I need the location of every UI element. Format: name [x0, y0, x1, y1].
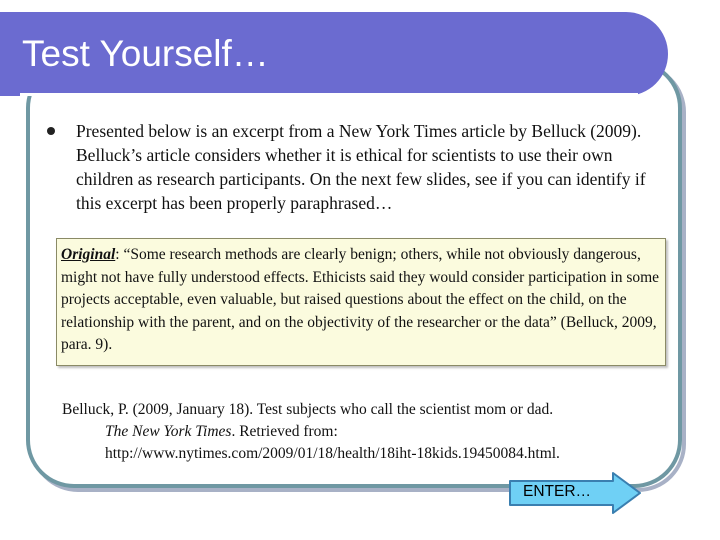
- title-underline: [20, 93, 638, 96]
- reference-source: The New York Times: [105, 423, 232, 440]
- original-quote: [61, 244, 665, 357]
- bullet-icon: [47, 127, 55, 135]
- enter-button[interactable]: [507, 470, 643, 516]
- enter-button-label: ENTER…: [523, 483, 592, 500]
- original-quote-text: “Some research methods are clearly benign; others, while not obviously dangerous, might not have fully understood effects. Ethicists said they would consider participation in some projects acceptable, even valuable, but raised questions about the effect on the child, on the relationship with the parent, and on the objectivity of the researcher or the data” (Belluck, 2009, para. 9).: [61, 246, 660, 353]
- reference-line-1: Belluck, P. (2009, January 18). Test subjects who call the scientist mom or dad.: [62, 401, 554, 418]
- reference-line-2: [62, 421, 662, 443]
- reference-url: http://www.nytimes.com/2009/01/18/health/18iht-18kids.19450084.html.: [105, 445, 560, 462]
- reference-retrieved: . Retrieved from:: [231, 423, 338, 440]
- original-label: Original: [61, 246, 116, 263]
- reference-citation: [62, 399, 662, 465]
- slide-title: Test Yourself…: [22, 33, 269, 74]
- intro-bullet-text: Presented below is an excerpt from a New York Times article by Belluck (2009). Belluck’s article considers whether it is ethical for scientists to use their own children as research participants. On the next few slides, see if you can identify if this excerpt has been properly paraphrased…: [76, 121, 646, 213]
- original-separator: :: [115, 246, 124, 263]
